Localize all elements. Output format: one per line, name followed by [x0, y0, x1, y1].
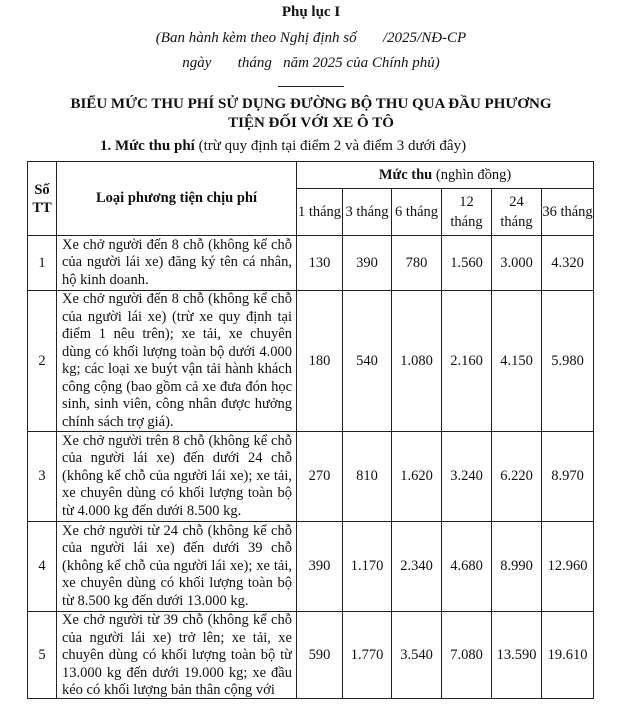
- appendix-title: Phụ lục I: [281, 4, 341, 20]
- fee-value: 3.240: [442, 432, 492, 522]
- document-title-line-1: BIỂU MỨC THU PHÍ SỬ DỤNG ĐƯỜNG BỘ THU QUA ĐẦU PHƯƠNG: [70, 96, 552, 112]
- row-stt: 2: [28, 291, 57, 432]
- fee-value: 3.540: [392, 612, 442, 699]
- fee-value: 2.160: [442, 291, 492, 432]
- issuance-note-line-1: (Ban hành kèm theo Nghị định số /2025/NĐ-CP: [155, 30, 467, 46]
- row-description: Xe chở người đến 8 chỗ (không kể chỗ của người lái xe) (trừ xe quy định tại điểm 1 nêu trên); xe tải, xe chuyên dùng có khối lượng toàn bộ dưới 4.000 kg; các loại xe buýt vận tải hành khách công cộng (bao gồm cả xe đưa đón học sinh, sinh viên, công nhân được hưởng chính sách trợ giá).: [57, 291, 297, 432]
- fee-value: 2.340: [392, 522, 442, 612]
- row-description: Xe chở người đến 8 chỗ (không kể chỗ của người lái xe) đăng ký tên cá nhân, hộ kinh doanh.: [57, 236, 297, 291]
- header-vehicle-type: Loại phương tiện chịu phí: [57, 162, 297, 236]
- section-heading: [100, 138, 466, 155]
- fee-value: 6.220: [492, 432, 542, 522]
- table-row: [28, 432, 594, 522]
- header-divider: [278, 86, 344, 87]
- table-row: [28, 522, 594, 612]
- header-fee-group-label: Mức thu: [378, 166, 433, 183]
- header-stt: Số TT: [28, 162, 57, 236]
- header-period: 3 tháng: [343, 189, 392, 236]
- header-fee-group-unit: (nghìn đồng): [432, 166, 512, 183]
- row-description-cell: [57, 612, 297, 699]
- row-stt: 1: [28, 236, 57, 291]
- issuance-note-line-2: ngày tháng năm 2025 của Chính phủ): [182, 55, 440, 71]
- fee-value: 1.170: [343, 522, 392, 612]
- fee-value: 13.590: [492, 612, 542, 699]
- row-description: Xe chở người trên 8 chỗ (không kể chỗ của người lái xe) đến dưới 24 chỗ (không kể chỗ của người lái xe); xe tải, xe chuyên dùng có khối lượng toàn bộ từ 4.000 kg đến dưới 8.500 kg.: [57, 432, 297, 522]
- fee-value: 540: [343, 291, 392, 432]
- fee-value: 810: [343, 432, 392, 522]
- fee-value: 7.080: [442, 612, 492, 699]
- fee-value: 4.680: [442, 522, 492, 612]
- fee-table: [27, 161, 594, 699]
- fee-value: 1.620: [392, 432, 442, 522]
- table-row: [28, 612, 594, 699]
- row-stt: 3: [28, 432, 57, 522]
- header-period: 24 tháng: [492, 189, 542, 236]
- fee-value: 1.080: [392, 291, 442, 432]
- fee-value: 590: [297, 612, 343, 699]
- row-description: Xe chở người từ 39 chỗ (không kể chỗ của người lái xe) trở lên; xe tải, xe chuyên dùng có khối lượng toàn bộ từ 13.000 kg đến dưới 19.000 kg; xe đầu kéo có khối lượng bản thân cộng với: [62, 612, 292, 698]
- fee-value: 4.150: [492, 291, 542, 432]
- header-fee-group: [297, 162, 594, 189]
- header-period: 36 tháng: [542, 189, 594, 236]
- header-period: 6 tháng: [392, 189, 442, 236]
- table-row: [28, 236, 594, 291]
- header-period: 1 tháng: [297, 189, 343, 236]
- fee-value: 8.970: [542, 432, 594, 522]
- header-period: 12 tháng: [442, 189, 492, 236]
- fee-value: 130: [297, 236, 343, 291]
- fee-value: 390: [343, 236, 392, 291]
- fee-value: 270: [297, 432, 343, 522]
- fee-value: 19.610: [542, 612, 594, 699]
- row-stt: 4: [28, 522, 57, 612]
- fee-value: 4.320: [542, 236, 594, 291]
- fee-value: 3.000: [492, 236, 542, 291]
- fee-value: 180: [297, 291, 343, 432]
- row-stt: 5: [28, 612, 57, 699]
- fee-value: 780: [392, 236, 442, 291]
- document-title-line-2: TIỆN ĐỐI VỚI XE Ô TÔ: [228, 115, 394, 131]
- fee-value: 1.770: [343, 612, 392, 699]
- table-row: [28, 291, 594, 432]
- fee-value: 8.990: [492, 522, 542, 612]
- fee-value: 5.980: [542, 291, 594, 432]
- section-heading-bold: 1. Mức thu phí: [100, 138, 195, 154]
- fee-value: 12.960: [542, 522, 594, 612]
- fee-value: 1.560: [442, 236, 492, 291]
- row-description: Xe chở người từ 24 chỗ (không kể chỗ của người lái xe) đến dưới 39 chỗ (không kể chỗ của người lái xe); xe tải, xe chuyên dùng có khối lượng toàn bộ từ 8.500 kg đến dưới 13.000 kg.: [57, 522, 297, 612]
- fee-value: 390: [297, 522, 343, 612]
- section-heading-note: (trừ quy định tại điểm 2 và điểm 3 dưới đây): [194, 138, 467, 154]
